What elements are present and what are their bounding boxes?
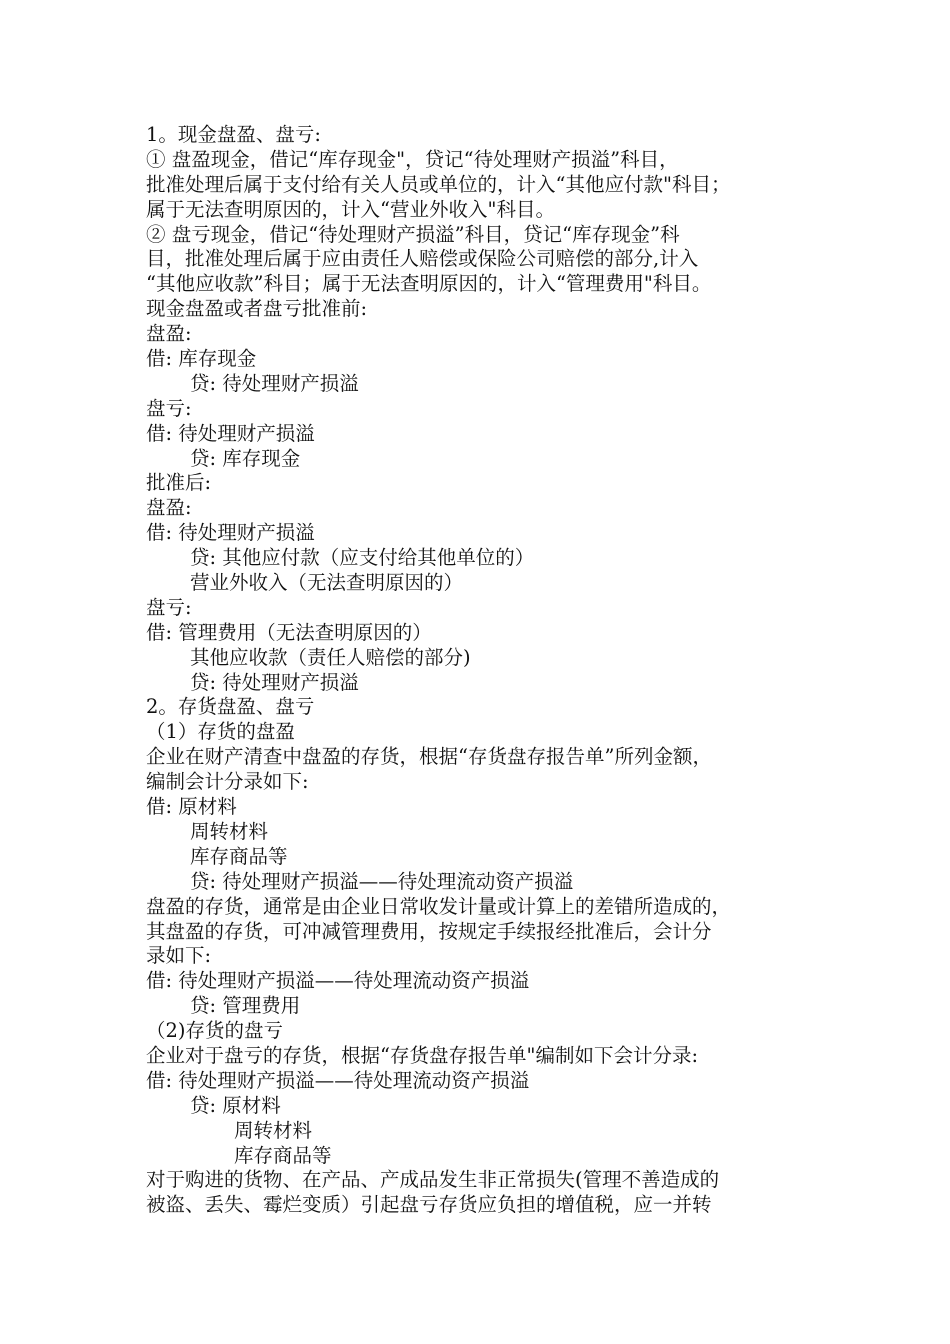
text-line: ① 盘盈现金，借记“库存现金"，贷记“待处理财产损溢”科目， (146, 147, 679, 171)
text-line: 借: 原材料 (146, 795, 237, 819)
text-line: 贷: 待处理财产损溢 (190, 670, 359, 694)
text-line: 借: 库存现金 (146, 347, 257, 371)
text-line: ② 盘亏现金，借记“待处理财产损溢”科目，贷记“库存现金”科 (146, 222, 680, 246)
text-line: 被盗、丢失、霉烂变质）引起盘亏存货应负担的增值税，应一并转 (146, 1193, 712, 1217)
text-line: 编制会计分录如下: (146, 770, 309, 794)
text-line: 盘盈: (146, 496, 192, 520)
text-line: 企业对于盘亏的存货，根据“存货盘存报告单"编制如下会计分录: (146, 1043, 699, 1067)
text-line: 贷: 待处理财产损溢——待处理流动资产损溢 (190, 869, 574, 893)
text-line: 借: 待处理财产损溢——待处理流动资产损溢 (146, 969, 530, 993)
text-line: 贷: 原材料 (190, 1093, 281, 1117)
text-line: （1）存货的盘盈 (146, 720, 295, 744)
document-body (146, 123, 836, 1218)
text-line: “其他应收款”科目；属于无法查明原因的，计入“管理费用"科目。 (146, 272, 712, 296)
text-line: 对于购进的货物、在产品、产成品发生非正常损失(管理不善造成的 (146, 1168, 720, 1192)
text-line: 贷: 库存现金 (190, 446, 301, 470)
text-line: 库存商品等 (190, 844, 288, 868)
text-line: 2。存货盘盈、盘亏 (146, 695, 315, 719)
text-line: 属于无法查明原因的，计入“营业外收入"科目。 (146, 197, 555, 221)
text-line: 借: 待处理财产损溢——待处理流动资产损溢 (146, 1068, 530, 1092)
text-line: 贷: 其他应付款（应支付给其他单位的） (190, 546, 535, 570)
text-line: 盘亏: (146, 396, 192, 420)
text-line: 贷: 待处理财产损溢 (190, 371, 359, 395)
text-line: 批准后: (146, 471, 212, 495)
text-line: 企业在财产清查中盘盈的存货，根据“存货盘存报告单”所列金额， (146, 745, 712, 769)
text-line: 盘盈: (146, 322, 192, 346)
text-line: 批准处理后属于支付给有关人员或单位的，计入“其他应付款"科目； (146, 172, 731, 196)
text-line: 营业外收入（无法查明原因的） (190, 571, 464, 595)
text-line: 借: 管理费用（无法查明原因的） (146, 620, 432, 644)
text-line: 库存商品等 (234, 1143, 332, 1167)
text-line: （2)存货的盘亏 (146, 1019, 284, 1043)
text-line: 周转材料 (190, 819, 269, 843)
text-line: 录如下: (146, 944, 212, 968)
text-line: 1。现金盘盈、盘亏: (146, 123, 321, 146)
text-line: 现金盘盈或者盘亏批准前: (146, 297, 368, 321)
text-line: 借: 待处理财产损溢 (146, 521, 315, 545)
text-line: 其他应收款（责任人赔偿的部分) (190, 645, 471, 669)
text-line: 借: 待处理财产损溢 (146, 421, 315, 445)
text-line: 其盘盈的存货，可冲减管理费用，按规定手续报经批准后，会计分 (146, 919, 712, 943)
text-line: 盘盈的存货，通常是由企业日常收发计量或计算上的差错所造成的， (146, 894, 732, 918)
text-line: 贷: 管理费用 (190, 994, 301, 1018)
text-line: 目，批准处理后属于应由责任人赔偿或保险公司赔偿的部分,计入 (146, 247, 699, 271)
text-line: 周转材料 (234, 1118, 313, 1142)
text-line: 盘亏: (146, 595, 192, 619)
